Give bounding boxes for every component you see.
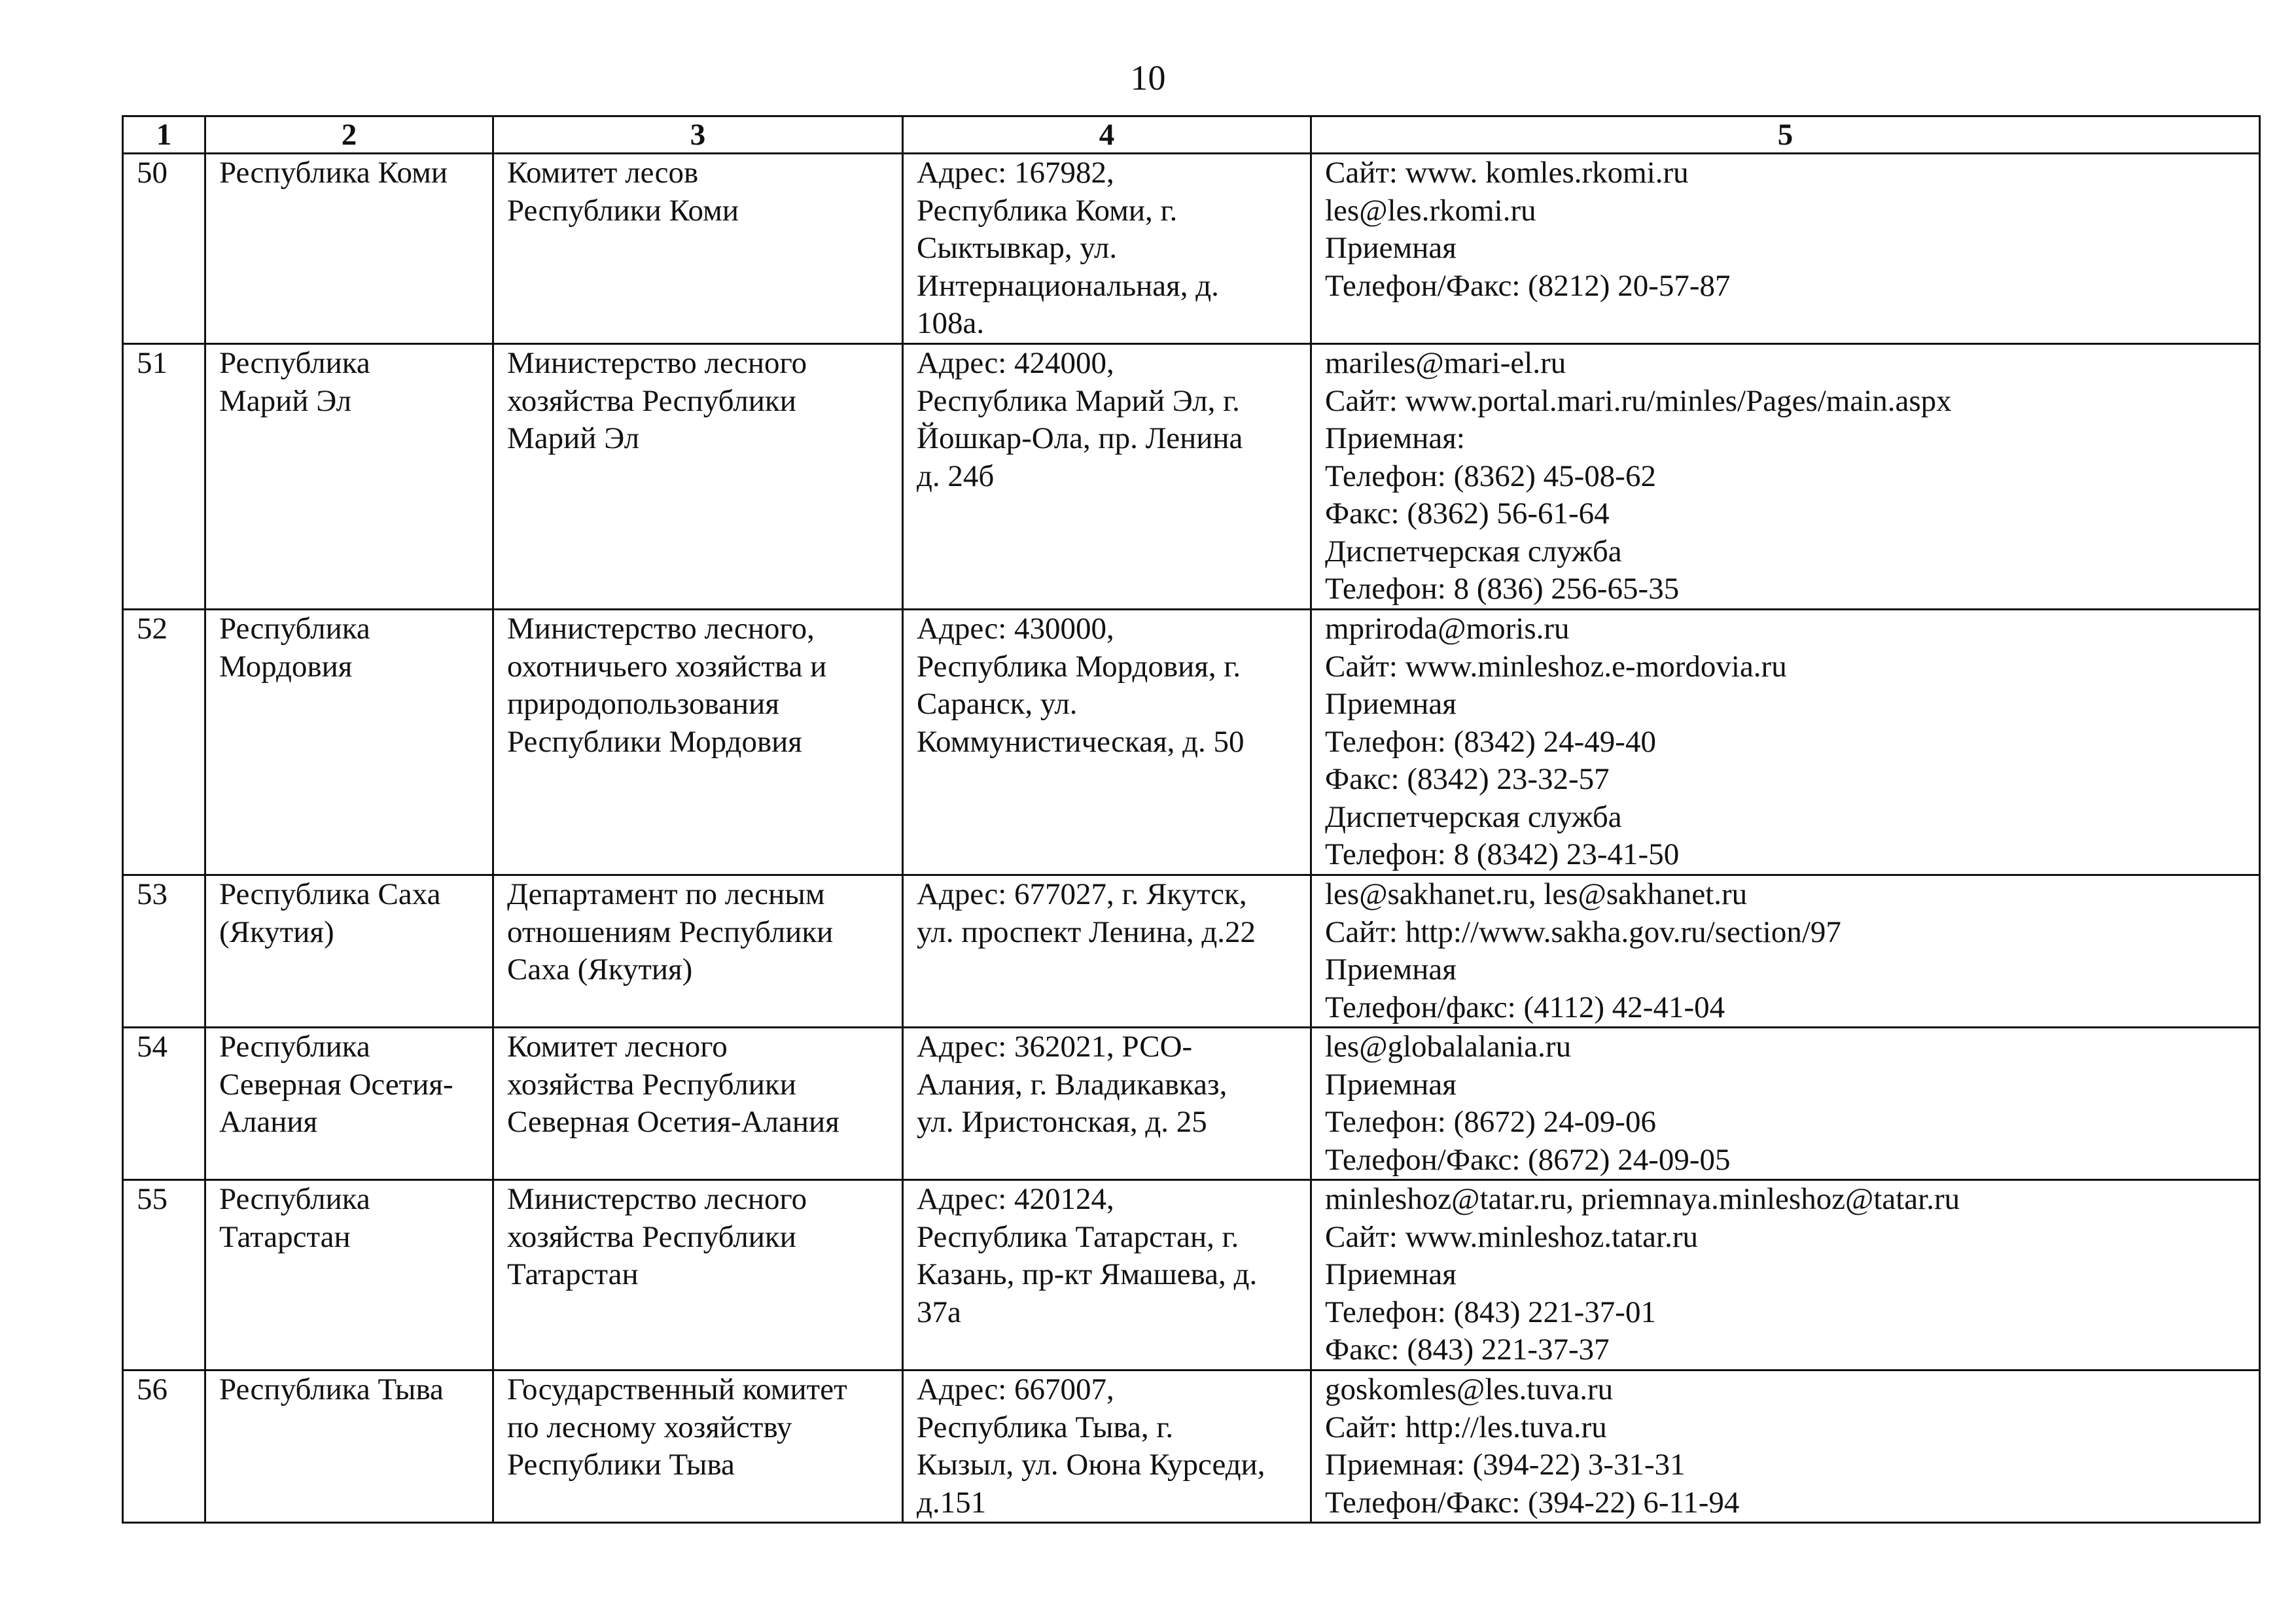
region-line: Республика bbox=[219, 1182, 370, 1216]
contacts-cell bbox=[1311, 344, 2260, 610]
contacts-line: les@sakhanet.ru, les@sakhanet.ru bbox=[1325, 877, 1748, 911]
contacts-line: Телефон: (8342) 24-49-40 bbox=[1325, 724, 1656, 759]
table-row bbox=[123, 1370, 2260, 1523]
contacts-line: Телефон/Факс: (394-22) 6-11-94 bbox=[1325, 1485, 1740, 1520]
address-cell bbox=[903, 875, 1311, 1028]
address-line: Коммунистическая, д. 50 bbox=[917, 724, 1245, 759]
contacts-cell bbox=[1311, 1028, 2260, 1180]
contacts-line: Диспетчерская служба bbox=[1325, 799, 1622, 834]
contacts-cell bbox=[1311, 875, 2260, 1028]
contacts-line: Сайт: www.portal.mari.ru/minles/Pages/main.aspx bbox=[1325, 383, 1952, 418]
address-line: Йошкар-Ола, пр. Ленина bbox=[917, 421, 1243, 455]
organization-cell bbox=[493, 875, 903, 1028]
region-line: Республика Саха bbox=[219, 877, 441, 911]
table-row bbox=[123, 154, 2260, 344]
row-number-cell: 51 bbox=[123, 344, 205, 610]
organization-line: Республики Мордовия bbox=[507, 724, 802, 759]
address-cell bbox=[903, 610, 1311, 875]
region-line: Республика Тыва bbox=[219, 1372, 444, 1406]
contacts-line: Сайт: http://les.tuva.ru bbox=[1325, 1410, 1607, 1444]
organization-line: Северная Осетия-Алания bbox=[507, 1105, 839, 1139]
contacts-line: Приемная bbox=[1325, 1067, 1457, 1102]
address-cell bbox=[903, 1180, 1311, 1370]
region-line: Республика bbox=[219, 346, 370, 380]
organization-line: Комитет лесного bbox=[507, 1030, 728, 1064]
contacts-cell bbox=[1311, 610, 2260, 875]
contacts-line: Телефон/Факс: (8212) 20-57-87 bbox=[1325, 268, 1731, 303]
organization-cell bbox=[493, 1028, 903, 1180]
table-body bbox=[123, 154, 2260, 1523]
organization-line: Комитет лесов bbox=[507, 156, 699, 190]
contacts-line: Телефон: (8362) 45-08-62 bbox=[1325, 459, 1656, 493]
address-line: Адрес: 424000, bbox=[917, 346, 1114, 380]
address-line: ул. Иристонская, д. 25 bbox=[917, 1105, 1207, 1139]
organization-line: хозяйства Республики bbox=[507, 383, 796, 418]
region-cell bbox=[205, 1370, 493, 1523]
table-row bbox=[123, 610, 2260, 875]
address-line: ул. проспект Ленина, д.22 bbox=[917, 915, 1256, 949]
address-line: Адрес: 362021, РСО- bbox=[917, 1030, 1193, 1064]
contacts-line: minleshoz@tatar.ru, priemnaya.minleshoz@tatar.ru bbox=[1325, 1182, 1960, 1216]
address-line: Интернациональная, д. bbox=[917, 268, 1219, 303]
address-line: Республика Мордовия, г. bbox=[917, 649, 1241, 684]
contacts-cell bbox=[1311, 1370, 2260, 1523]
region-line: Республика bbox=[219, 612, 370, 646]
table-row bbox=[123, 1028, 2260, 1180]
contacts-line: Приемная bbox=[1325, 231, 1457, 265]
organization-line: Департамент по лесным bbox=[507, 877, 825, 911]
contacts-cell bbox=[1311, 1180, 2260, 1370]
organization-line: по лесному хозяйству bbox=[507, 1410, 792, 1444]
organization-cell bbox=[493, 344, 903, 610]
organization-line: Министерство лесного bbox=[507, 346, 807, 380]
forestry-agencies-table bbox=[122, 115, 2261, 1524]
address-cell bbox=[903, 1028, 1311, 1180]
address-line: Республика Коми, г. bbox=[917, 193, 1178, 228]
region-line: Республика bbox=[219, 1030, 370, 1064]
region-cell bbox=[205, 1180, 493, 1370]
region-line: Татарстан bbox=[219, 1219, 351, 1254]
contacts-line: Приемная bbox=[1325, 1257, 1457, 1291]
contacts-line: les@les.rkomi.ru bbox=[1325, 193, 1536, 228]
organization-line: Министерство лесного, bbox=[507, 612, 815, 646]
column-header-5: 5 bbox=[1311, 116, 2260, 154]
contacts-line: Телефон: (8672) 24-09-06 bbox=[1325, 1105, 1656, 1139]
address-line: Адрес: 167982, bbox=[917, 156, 1114, 190]
organization-line: Республики Коми bbox=[507, 193, 739, 228]
address-line: Адрес: 667007, bbox=[917, 1372, 1114, 1406]
contacts-line: Приемная bbox=[1325, 952, 1457, 986]
region-cell bbox=[205, 875, 493, 1028]
organization-line: Саха (Якутия) bbox=[507, 952, 693, 986]
contacts-line: Приемная: bbox=[1325, 421, 1465, 455]
organization-line: Марий Эл bbox=[507, 421, 640, 455]
table-row bbox=[123, 344, 2260, 610]
region-line: Северная Осетия- bbox=[219, 1067, 453, 1102]
organization-line: природопользования bbox=[507, 687, 779, 721]
contacts-line: Сайт: www. komles.rkomi.ru bbox=[1325, 156, 1689, 190]
column-header-3: 3 bbox=[493, 116, 903, 154]
organization-line: хозяйства Республики bbox=[507, 1067, 796, 1102]
contacts-line: Факс: (8342) 23-32-57 bbox=[1325, 762, 1610, 796]
address-line: Республика Марий Эл, г. bbox=[917, 383, 1240, 418]
organization-line: охотничьего хозяйства и bbox=[507, 649, 827, 684]
address-line: Сыктывкар, ул. bbox=[917, 231, 1118, 265]
column-number-header-row bbox=[123, 116, 2260, 154]
contacts-line: Приемная: (394-22) 3-31-31 bbox=[1325, 1448, 1686, 1482]
column-header-1: 1 bbox=[123, 116, 205, 154]
address-line: Адрес: 677027, г. Якутск, bbox=[917, 877, 1247, 911]
address-line: д.151 bbox=[917, 1485, 987, 1520]
address-line: Адрес: 430000, bbox=[917, 612, 1114, 646]
address-line: Республика Татарстан, г. bbox=[917, 1219, 1239, 1254]
row-number-cell: 52 bbox=[123, 610, 205, 875]
contacts-line: Телефон/факс: (4112) 42-41-04 bbox=[1325, 990, 1725, 1024]
row-number-cell: 56 bbox=[123, 1370, 205, 1523]
region-cell bbox=[205, 154, 493, 344]
organization-cell bbox=[493, 1370, 903, 1523]
region-cell bbox=[205, 344, 493, 610]
contacts-line: Телефон: 8 (8342) 23-41-50 bbox=[1325, 837, 1680, 871]
address-line: д. 24б bbox=[917, 459, 995, 493]
address-line: 37а bbox=[917, 1295, 961, 1329]
organization-line: Министерство лесного bbox=[507, 1182, 807, 1216]
region-line: (Якутия) bbox=[219, 915, 334, 949]
table-row bbox=[123, 1180, 2260, 1370]
contacts-line: goskomles@les.tuva.ru bbox=[1325, 1372, 1614, 1406]
page-number: 10 bbox=[1130, 58, 1166, 97]
address-line: Республика Тыва, г. bbox=[917, 1410, 1174, 1444]
row-number-cell: 54 bbox=[123, 1028, 205, 1180]
address-cell bbox=[903, 154, 1311, 344]
organization-cell bbox=[493, 1180, 903, 1370]
organization-line: хозяйства Республики bbox=[507, 1219, 796, 1254]
organization-line: отношениям Республики bbox=[507, 915, 834, 949]
address-line: Саранск, ул. bbox=[917, 687, 1078, 721]
contacts-line: Сайт: www.minleshoz.e-mordovia.ru bbox=[1325, 649, 1787, 684]
contacts-line: Сайт: www.minleshoz.tatar.ru bbox=[1325, 1219, 1698, 1254]
address-line: Казань, пр-кт Ямашева, д. bbox=[917, 1257, 1258, 1291]
region-line: Марий Эл bbox=[219, 383, 352, 418]
address-line: Адрес: 420124, bbox=[917, 1182, 1114, 1216]
contacts-line: Диспетчерская служба bbox=[1325, 534, 1622, 568]
contacts-line: Факс: (843) 221-37-37 bbox=[1325, 1333, 1610, 1367]
address-line: Кызыл, ул. Оюна Курседи, bbox=[917, 1448, 1265, 1482]
contacts-line: Сайт: http://www.sakha.gov.ru/section/97 bbox=[1325, 915, 1841, 949]
column-header-2: 2 bbox=[205, 116, 493, 154]
organization-cell bbox=[493, 154, 903, 344]
table-row bbox=[123, 875, 2260, 1028]
contacts-line: Приемная bbox=[1325, 687, 1457, 721]
contacts-line: Телефон: (843) 221-37-01 bbox=[1325, 1295, 1656, 1329]
row-number-cell: 55 bbox=[123, 1180, 205, 1370]
region-cell bbox=[205, 1028, 493, 1180]
address-cell bbox=[903, 344, 1311, 610]
contacts-line: mpriroda@moris.ru bbox=[1325, 612, 1570, 646]
contacts-line: Телефон/Факс: (8672) 24-09-05 bbox=[1325, 1142, 1731, 1177]
organization-cell bbox=[493, 610, 903, 875]
organization-line: Татарстан bbox=[507, 1257, 639, 1291]
contacts-line: les@globalalania.ru bbox=[1325, 1030, 1572, 1064]
organization-line: Республики Тыва bbox=[507, 1448, 735, 1482]
region-line: Алания bbox=[219, 1105, 318, 1139]
contacts-line: Факс: (8362) 56-61-64 bbox=[1325, 497, 1610, 531]
row-number-cell: 50 bbox=[123, 154, 205, 344]
contacts-line: mariles@mari-el.ru bbox=[1325, 346, 1566, 380]
region-line: Мордовия bbox=[219, 649, 353, 684]
organization-line: Государственный комитет bbox=[507, 1372, 847, 1406]
region-line: Республика Коми bbox=[219, 156, 448, 190]
address-cell bbox=[903, 1370, 1311, 1523]
contacts-line: Телефон: 8 (836) 256-65-35 bbox=[1325, 572, 1680, 606]
address-line: Алания, г. Владикавказ, bbox=[917, 1067, 1227, 1102]
column-header-4: 4 bbox=[903, 116, 1311, 154]
address-line: 108а. bbox=[917, 306, 985, 340]
region-cell bbox=[205, 610, 493, 875]
row-number-cell: 53 bbox=[123, 875, 205, 1028]
contacts-cell bbox=[1311, 154, 2260, 344]
